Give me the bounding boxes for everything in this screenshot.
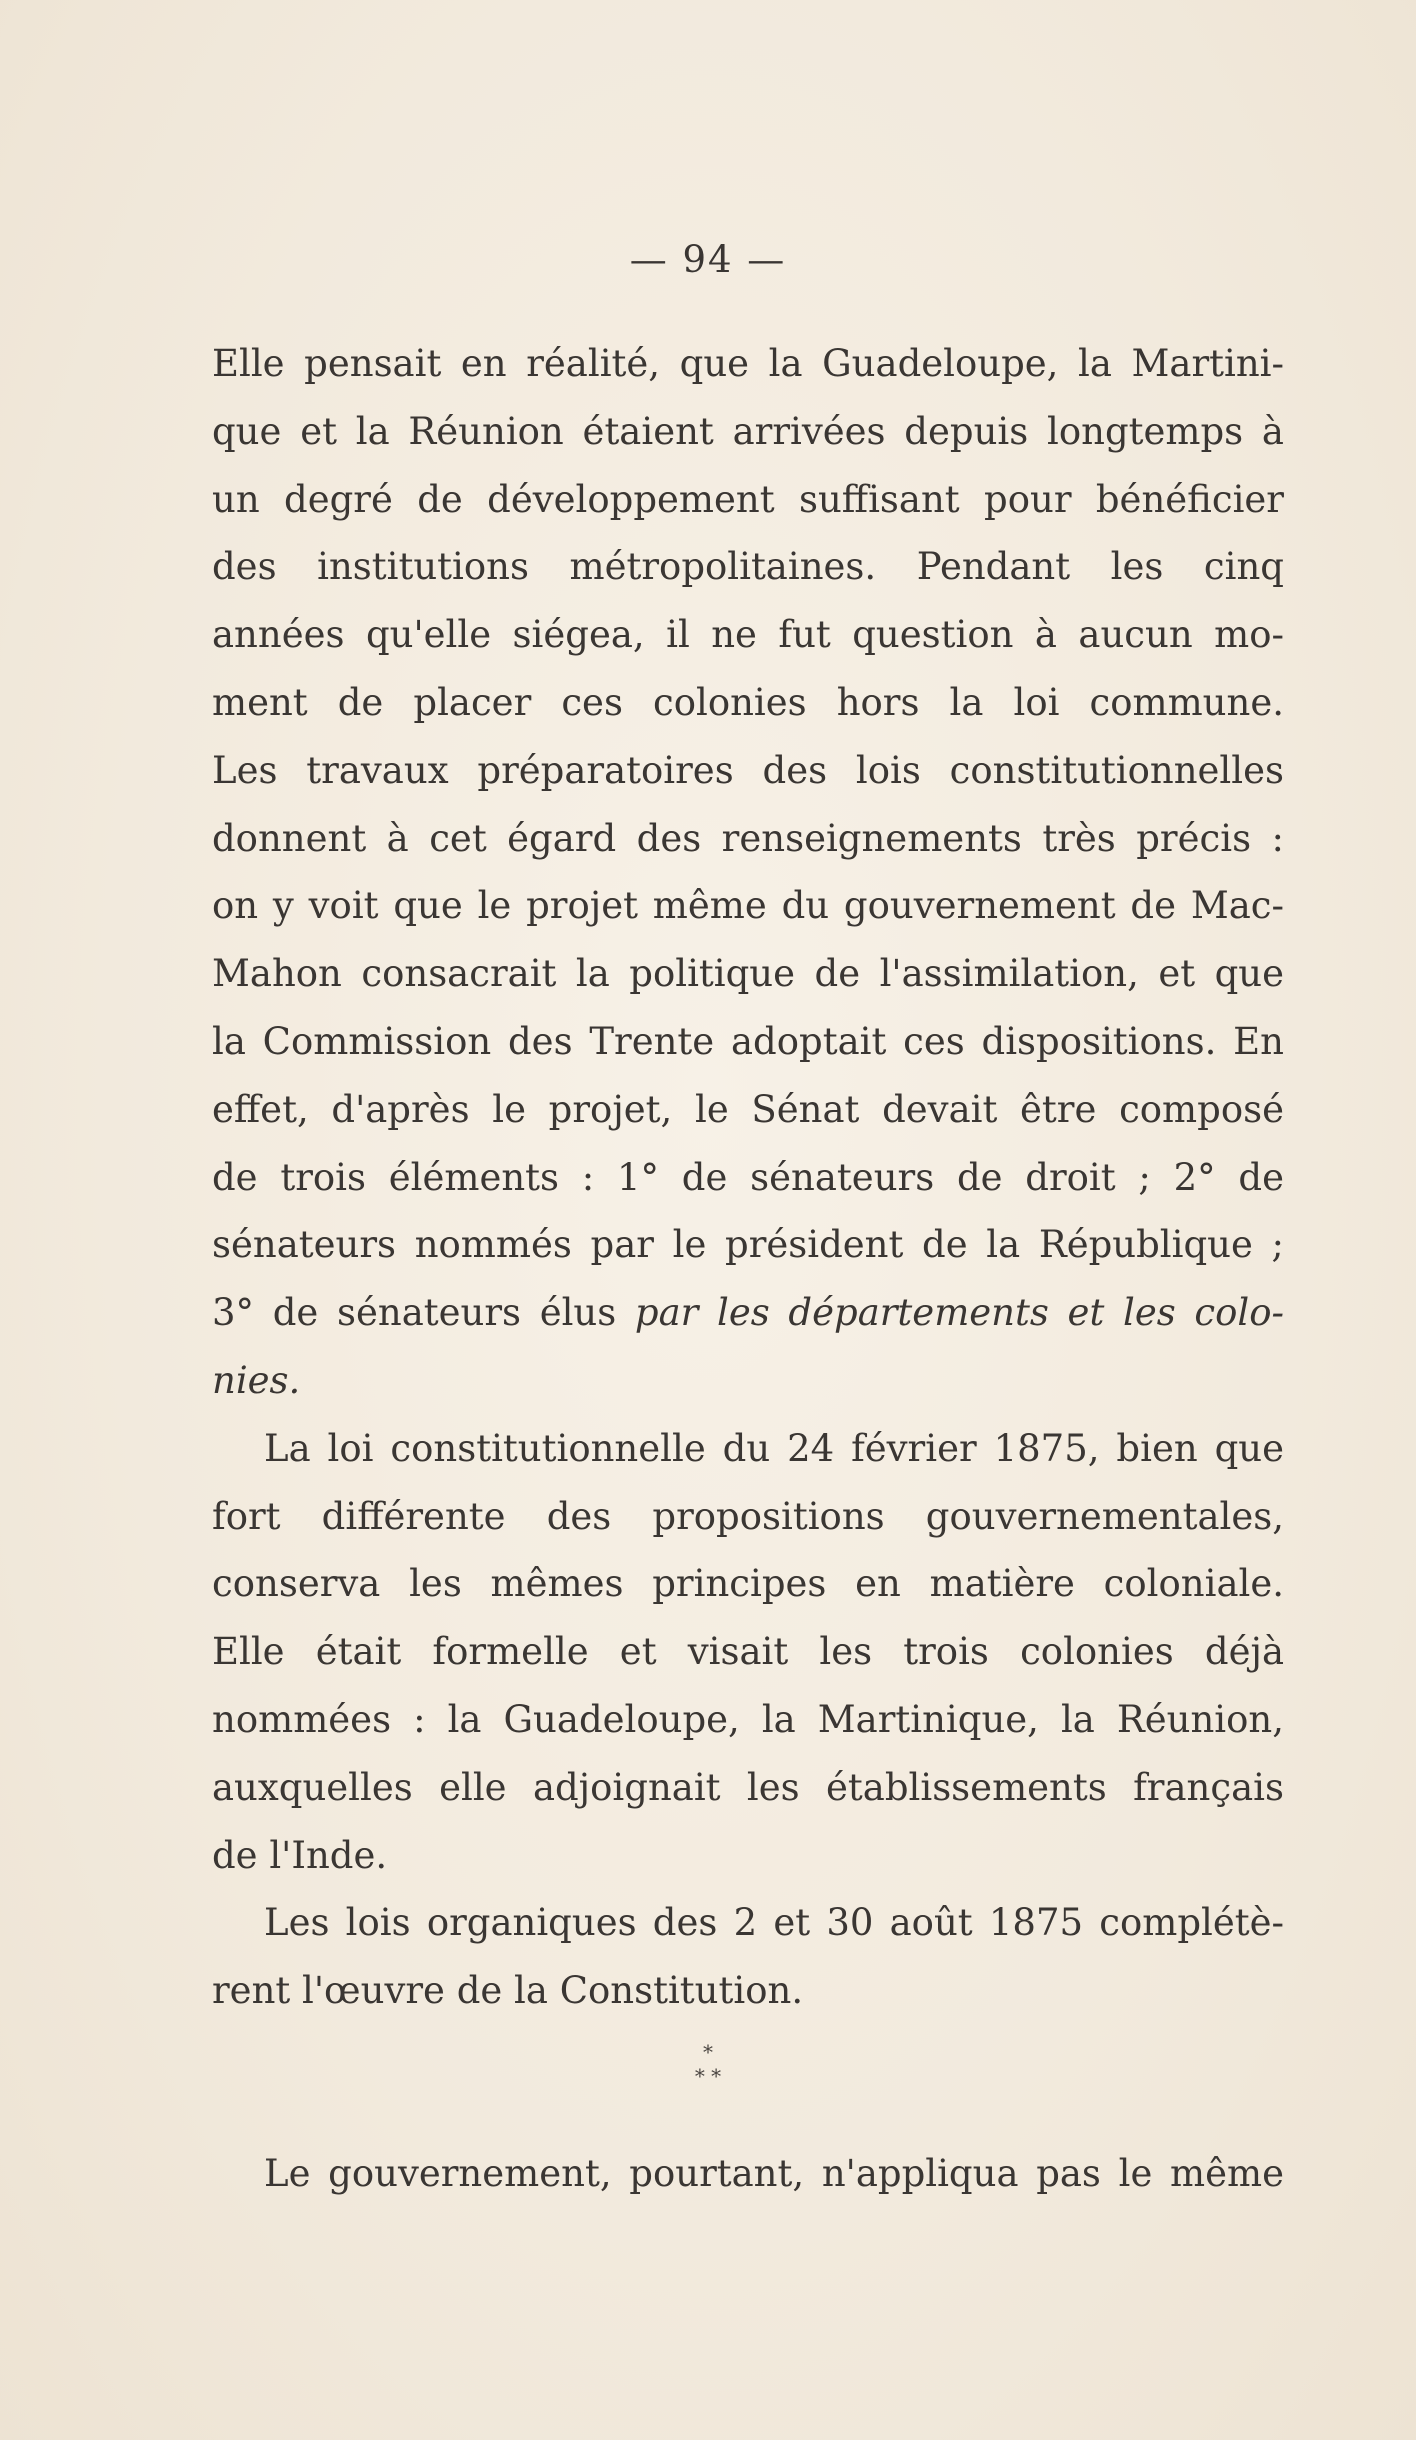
- asterism-separator: [0, 2040, 1416, 2088]
- text-line: Mahon consacrait la politique de l'assimilation, et que: [212, 952, 1284, 996]
- text-line: la Commission des Trente adoptait ces dispositions. En: [212, 1019, 1284, 1063]
- body-text: [212, 330, 1284, 2025]
- text-plain: 3° de sénateurs élus: [212, 1291, 635, 1335]
- page-number: — 94 —: [629, 238, 787, 281]
- paragraph-3: [212, 1889, 1284, 2025]
- text-line: un degré de développement suffisant pour bénéficier: [212, 477, 1284, 521]
- text-line: des institutions métropolitaines. Pendant les cinq: [212, 545, 1284, 589]
- paragraph-1: [212, 330, 1284, 1415]
- paragraph-2: [212, 1415, 1284, 1890]
- text-line-last: rent l'œuvre de la Constitution.: [212, 1969, 804, 2013]
- text-line: Les travaux préparatoires des lois constitutionnelles: [212, 748, 1284, 792]
- asterism-bottom: * *: [694, 2064, 722, 2088]
- continuation-line: Le gouvernement, pourtant, n'appliqua pas le même: [264, 2152, 1284, 2195]
- text-line: donnent à cet égard des renseignements très précis :: [212, 816, 1284, 860]
- text-line: de trois éléments : 1° de sénateurs de droit ; 2° de: [212, 1155, 1284, 1199]
- text-italic: par les départements et les colo-: [634, 1291, 1284, 1335]
- text-line: ment de placer ces colonies hors la loi commune.: [212, 680, 1284, 724]
- text-line: Elle était formelle et visait les trois colonies déjà: [212, 1630, 1284, 1674]
- text-line: fort différente des propositions gouvernementales,: [212, 1494, 1284, 1538]
- text-line: Les lois organiques des 2 et 30 août 1875 complétè-: [264, 1901, 1284, 1945]
- text-line: effet, d'après le projet, le Sénat devait être composé: [212, 1087, 1284, 1131]
- text-line: années qu'elle siégea, il ne fut question à aucun mo-: [212, 613, 1284, 657]
- text-line: conserva les mêmes principes en matière coloniale.: [212, 1562, 1284, 1606]
- text-line: Elle pensait en réalité, que la Guadeloupe, la Martini-: [212, 342, 1284, 385]
- text-line-mixed: [212, 1279, 1284, 1347]
- text-line: que et la Réunion étaient arrivées depuis longtemps à: [212, 409, 1284, 453]
- text-line-last: nies.: [212, 1358, 301, 1402]
- text-line: sénateurs nommés par le président de la République ;: [212, 1223, 1284, 1267]
- text-line: auxquelles elle adjoignait les établissements français: [212, 1765, 1284, 1809]
- text-line-last: de l'Inde.: [212, 1833, 388, 1877]
- text-line: on y voit que le projet même du gouvernement de Mac-: [212, 884, 1284, 928]
- text-line: La loi constitutionnelle du 24 février 1875, bien que: [264, 1426, 1284, 1470]
- asterism-top: *: [703, 2040, 713, 2064]
- text-line: nommées : la Guadeloupe, la Martinique, la Réunion,: [212, 1697, 1284, 1741]
